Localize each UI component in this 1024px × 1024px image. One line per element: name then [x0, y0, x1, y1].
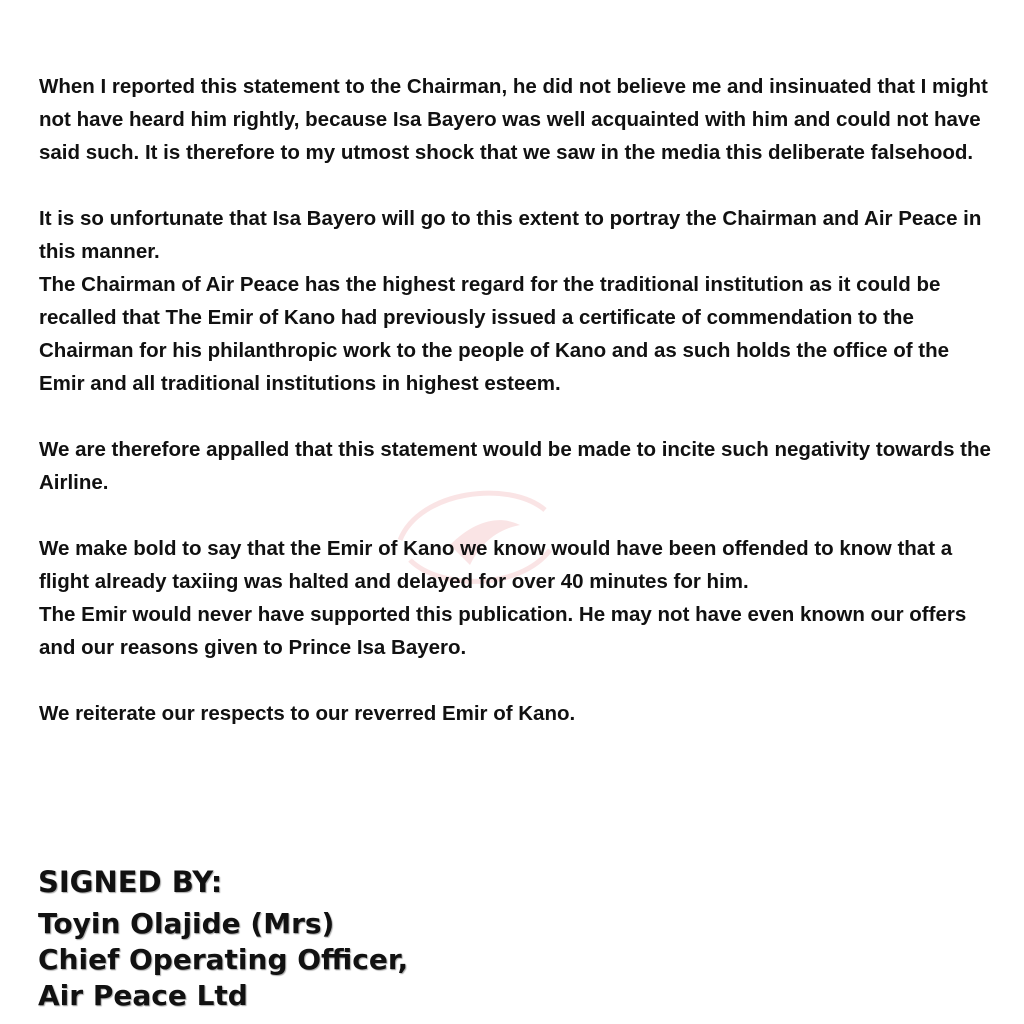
signatory-company: Air Peace Ltd — [38, 979, 248, 1012]
signed-by-heading: SIGNED BY: — [38, 865, 223, 899]
signature-block — [38, 862, 638, 1014]
statement-paragraph: We are therefore appalled that this statement would be made to incite such negativity towards the Airline. — [39, 438, 991, 494]
statement-paragraph: We reiterate our respects to our reverred Emir of Kano. — [39, 702, 576, 725]
statement-paragraph: It is so unfortunate that Isa Bayero will go to this extent to portray the Chairman and Air Peace in this manner. — [39, 207, 982, 263]
statement-paragraph: The Emir would never have supported this publication. He may not have even known our offers and our reasons given to Prince Isa Bayero. — [39, 603, 967, 659]
signatory-title: Chief Operating Officer, — [38, 943, 409, 976]
signatory-name: Toyin Olajide (Mrs) — [38, 907, 335, 940]
statement-body — [39, 70, 999, 730]
statement-paragraph: We make bold to say that the Emir of Kano we know would have been offended to know that a flight already taxiing was halted and delayed for over 40 minutes for him. — [39, 537, 953, 593]
statement-paragraph: When I reported this statement to the Chairman, he did not believe me and insinuated that I might not have heard him rightly, because Isa Bayero was well acquainted with him and could not have said such. It is therefore to my utmost shock that we saw in the media this deliberate falsehood. — [39, 75, 988, 164]
statement-paragraph: The Chairman of Air Peace has the highest regard for the traditional institution as it could be recalled that The Emir of Kano had previously issued a certificate of commendation to the Chairman for his philanthropic work to the people of Kano and as such holds the office of the Emir and all traditional institutions in highest esteem. — [39, 273, 950, 395]
